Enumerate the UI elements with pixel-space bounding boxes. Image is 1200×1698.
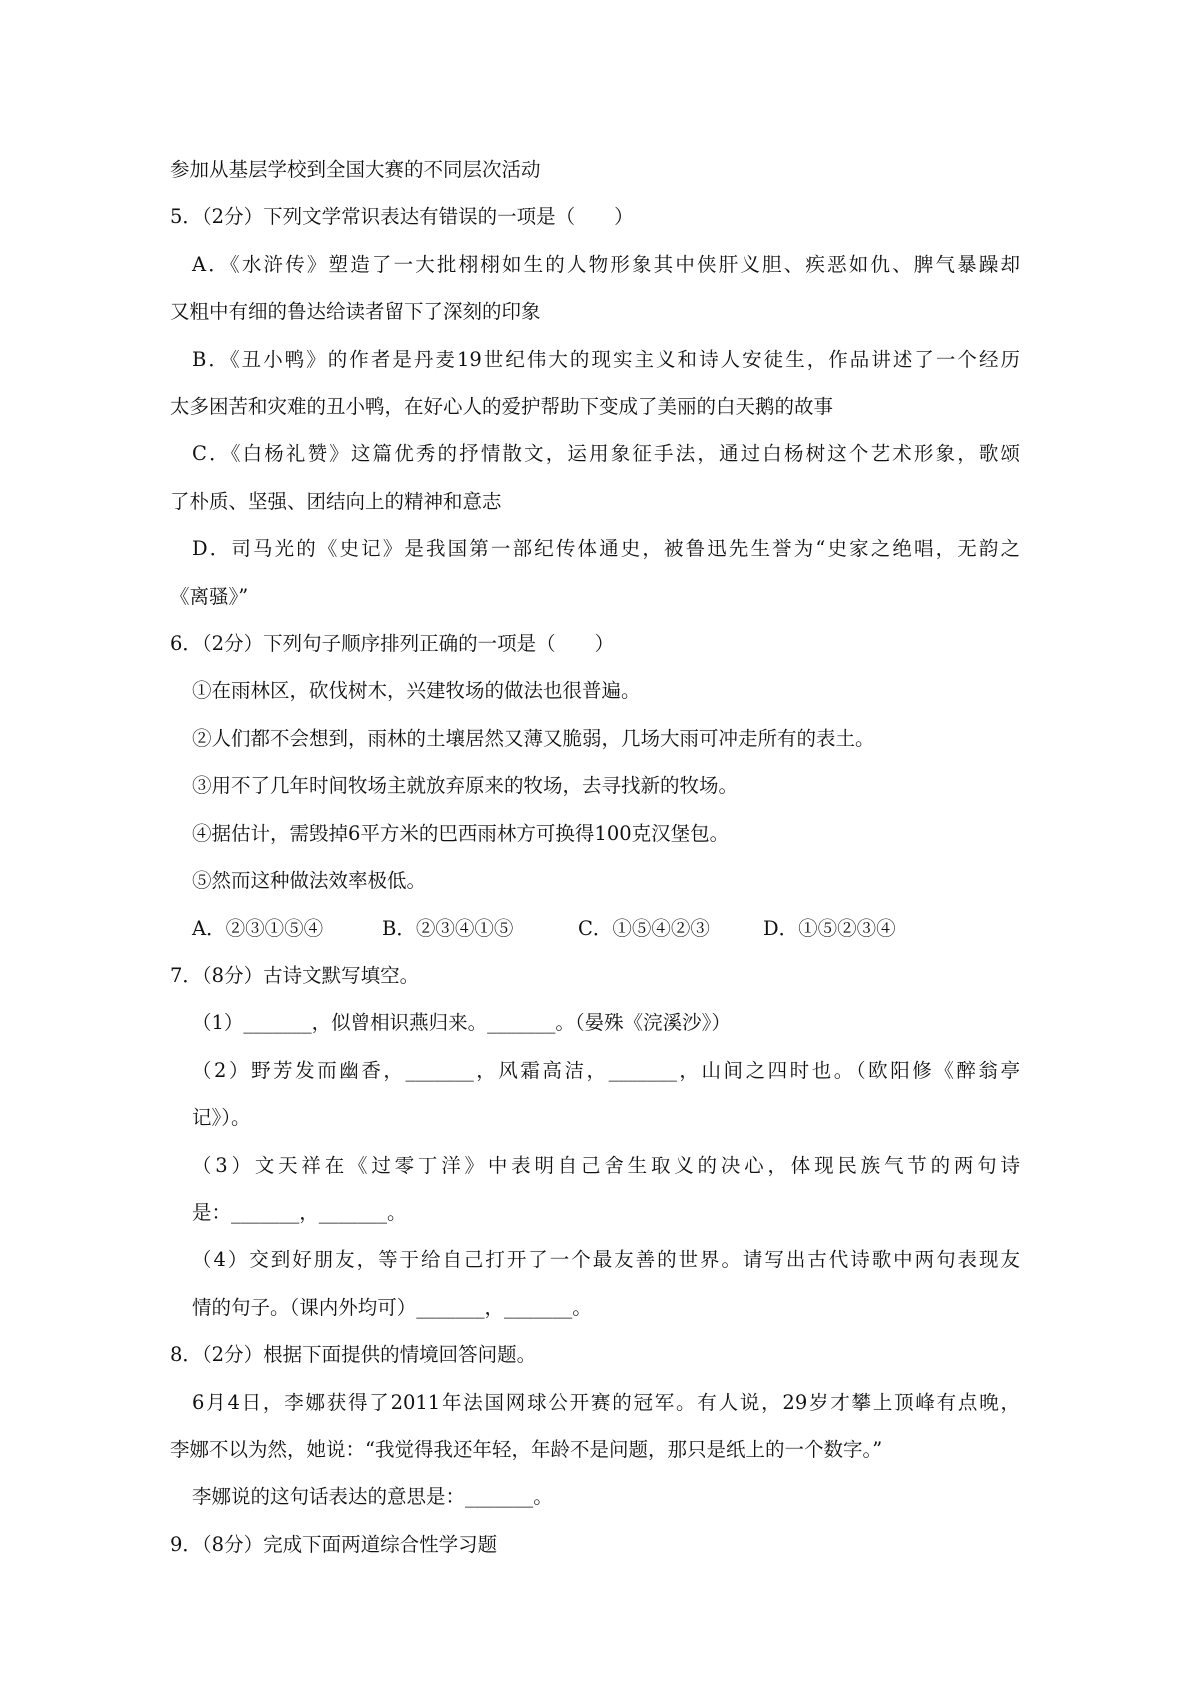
option-line: 了朴质、坚强、团结向上的精神和意志	[170, 489, 502, 513]
choice-c: C．①⑤④②③	[578, 916, 710, 940]
exam-page	[170, 146, 1020, 1568]
option-line: 太多困苦和灾难的丑小鸭，在好心人的爱护帮助下变成了美丽的白天鹅的故事	[170, 395, 834, 419]
question-6-choices	[170, 905, 1020, 952]
item-line: 是：_______，_______。	[192, 1200, 407, 1224]
option-line: B．《丑小鸭》的作者是丹麦19世纪伟大的现实主义和诗人安徒生，作品讲述了一个经历	[192, 347, 1020, 371]
question-7-item-4	[170, 1236, 1020, 1331]
question-5-option-c	[170, 430, 1020, 525]
option-line: C．《白杨礼赞》这篇优秀的抒情散文，运用象征手法，通过白杨树这个艺术形象，歌颂	[192, 442, 1020, 466]
question-5-option-b	[170, 336, 1020, 431]
question-6-stem: 6．（2分）下列句子顺序排列正确的一项是（ ）	[170, 632, 615, 656]
question-7-item-3	[170, 1142, 1020, 1237]
option-line: 又粗中有细的鲁达给读者留下了深刻的印象	[170, 300, 541, 324]
choice-b: B．②③④①⑤	[382, 916, 514, 940]
question-7-stem: 7．（8分）古诗文默写填空。	[170, 963, 420, 987]
item-line: （2）野芳发而幽香，_______，风霜高洁，_______，山间之四时也。（欧阳修《醉翁亭	[192, 1058, 1020, 1082]
sentence-3: ③用不了几年时间牧场主就放弃原来的牧场，去寻找新的牧场。	[192, 774, 739, 798]
question-8-stem: 8．（2分）根据下面提供的情境回答问题。	[170, 1343, 537, 1367]
question-5-option-d	[170, 525, 1020, 620]
choice-a: A．②③①⑤④	[192, 916, 324, 940]
question-7-item-2	[170, 1047, 1020, 1142]
question-5-stem: 5．（2分）下列文学常识表达有错误的一项是（ ）	[170, 205, 634, 229]
option-line: D．司马光的《史记》是我国第一部纪传体通史，被鲁迅先生誉为“史家之绝唱，无韵之	[192, 537, 1020, 561]
item-line: （4）交到好朋友，等于给自己打开了一个最友善的世界。请写出古代诗歌中两句表现友	[192, 1248, 1020, 1272]
item-line: 记》）。	[192, 1106, 251, 1130]
sentence-1: ①在雨林区，砍伐树木，兴建牧场的做法也很普遍。	[192, 679, 641, 703]
question-7	[170, 952, 1020, 1331]
context-line: 李娜不以为然，她说：“我觉得我还年轻，年龄不是问题，那只是纸上的一个数字。”	[170, 1437, 883, 1461]
choice-d: D．①⑤②③④	[763, 916, 896, 940]
context-line: 6月4日，李娜获得了2011年法国网球公开赛的冠军。有人说，29岁才攀上顶峰有点晚，	[192, 1390, 1020, 1414]
question-5	[170, 193, 1020, 620]
question-6	[170, 620, 1020, 952]
question-8	[170, 1331, 1020, 1521]
sentence-4: ④据估计，需毁掉6平方米的巴西雨林方可换得100克汉堡包。	[192, 821, 730, 845]
question-8-prompt: 李娜说的这句话表达的意思是：_______。	[192, 1485, 553, 1509]
item-line: （3）文天祥在《过零丁洋》中表明自己舍生取义的决心，体现民族气节的两句诗	[192, 1153, 1020, 1177]
option-line: A．《水浒传》塑造了一大批栩栩如生的人物形象其中侠肝义胆、疾恶如仇、脾气暴躁却	[192, 252, 1020, 276]
item-line: 情的句子。（课内外均可）_______，_______。	[192, 1295, 592, 1319]
question-5-option-a	[170, 241, 1020, 336]
sentence-2: ②人们都不会想到，雨林的土壤居然又薄又脆弱，几场大雨可冲走所有的表土。	[192, 726, 875, 750]
sentence-5: ⑤然而这种做法效率极低。	[192, 869, 427, 893]
question-7-item-1	[170, 999, 1020, 1046]
carryover-line: 参加从基层学校到全国大赛的不同层次活动	[170, 158, 541, 181]
option-line: 《离骚》”	[170, 584, 249, 608]
question-9	[170, 1521, 1020, 1568]
item-line: （1）_______，似曾相识燕归来。_______。（晏殊《浣溪沙》）	[192, 1011, 731, 1035]
question-9-stem: 9．（8分）完成下面两道综合性学习题	[170, 1532, 498, 1556]
